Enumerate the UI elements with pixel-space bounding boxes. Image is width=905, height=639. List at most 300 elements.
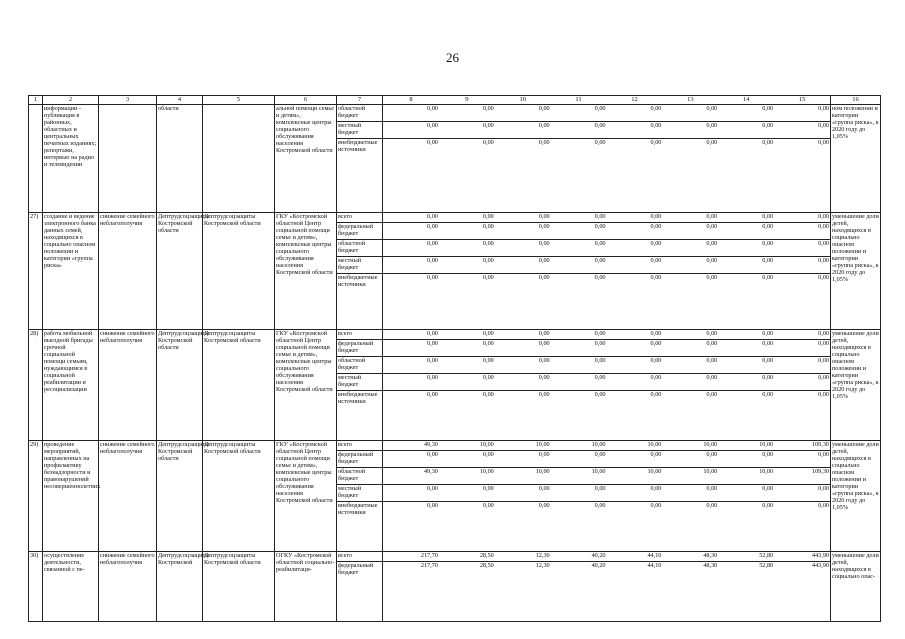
- value-cell: 0,00: [383, 139, 439, 164]
- source-row: [337, 330, 382, 340]
- source-name: всего: [338, 213, 352, 220]
- value-cell: 0,00: [551, 340, 607, 357]
- year-header-table: [383, 96, 830, 104]
- source-list: [337, 552, 382, 578]
- measure-name: работа мобильной выездной бригады срочной социальной помощи семьям, нуждающимся в социальной реабилитации и ресоциализации: [43, 330, 99, 441]
- measure-goal: снижение семейного неблагополучия: [99, 213, 157, 330]
- row-number: 27): [29, 213, 43, 330]
- measure-name: информации - публикация в районных, областных и центральных печатных изданиях; репортажи, интервью на радио и телевидении: [43, 105, 99, 213]
- source-row: [337, 451, 382, 468]
- value-row: [383, 223, 830, 240]
- value-cell: 0,00: [383, 374, 439, 391]
- value-cell: 0,00: [439, 485, 495, 502]
- value-cell: 0,00: [718, 502, 774, 527]
- page-number: 26: [446, 50, 459, 65]
- value-cell: 0,00: [607, 257, 663, 274]
- responsible-agency: Дептрудсоцзащиты Костромской области: [203, 330, 275, 441]
- value-cell: 49,30: [383, 468, 439, 485]
- value-cell: 0,00: [551, 122, 607, 139]
- value-row: [383, 122, 830, 139]
- value-row: [383, 485, 830, 502]
- source-name: внебюджетные источники: [337, 391, 382, 416]
- col-header: 10: [519, 96, 526, 103]
- col-header: 14: [742, 96, 750, 103]
- funding-values: [383, 552, 831, 622]
- value-cell: 0,00: [818, 105, 829, 112]
- value-cell: 0,00: [383, 451, 439, 468]
- value-cell: 0,00: [718, 257, 774, 274]
- value-cell: 109,30: [811, 441, 829, 448]
- value-cell: 0,00: [482, 330, 494, 337]
- col-header: 16: [831, 96, 881, 105]
- table-row: [29, 105, 881, 213]
- row-number: 29): [29, 441, 43, 552]
- value-cell: 0,00: [662, 340, 718, 357]
- value-cell: 0,00: [383, 391, 439, 416]
- expected-result: уменьшение доли детей, находящихся в социально опасном положении и категории «группа риска», к 2020 году до 1,05%: [831, 330, 881, 441]
- value-cell: 0,00: [607, 502, 663, 527]
- source-row: [337, 374, 382, 391]
- value-cell: 0,00: [607, 340, 663, 357]
- value-grid: [383, 105, 830, 163]
- value-cell: 0,00: [427, 213, 438, 220]
- measure-name: осуществление деятельности, связанной с пе-: [43, 552, 99, 622]
- value-cell: 0,00: [383, 223, 439, 240]
- value-cell: 0,00: [495, 139, 551, 164]
- value-cell: 0,00: [439, 451, 495, 468]
- value-cell: 0,00: [495, 340, 551, 357]
- funding-values: [383, 330, 831, 441]
- measure-name: создание и ведение электронного банка данных семей, находящихся в социально опасном положении и категории «группа риска»: [43, 213, 99, 330]
- value-cell: 0,00: [439, 240, 495, 257]
- value-cell: 0,00: [607, 122, 663, 139]
- value-cell: 0,00: [774, 340, 830, 357]
- value-cell: 0,00: [607, 240, 663, 257]
- value-cell: 0,00: [662, 485, 718, 502]
- value-cell: 0,00: [650, 213, 662, 220]
- source-name: областной бюджет: [338, 105, 366, 119]
- col-header: 1: [29, 96, 43, 105]
- value-cell: 109,30: [774, 468, 830, 485]
- source-name: местный бюджет: [337, 122, 382, 139]
- value-cell: 0,00: [662, 257, 718, 274]
- value-cell: 0,00: [762, 105, 774, 112]
- value-cell: 0,00: [607, 374, 663, 391]
- source-name: местный бюджет: [337, 257, 382, 274]
- value-cell: 0,00: [495, 223, 551, 240]
- value-cell: 0,00: [718, 357, 774, 374]
- value-cell: 0,00: [718, 391, 774, 416]
- value-cell: 40,20: [551, 562, 607, 579]
- value-cell: 0,00: [706, 213, 718, 220]
- value-cell: 0,00: [495, 257, 551, 274]
- value-cell: 0,00: [607, 485, 663, 502]
- col-header: 7: [337, 96, 383, 105]
- value-cell: 40,20: [591, 552, 606, 559]
- col-header: 6: [275, 96, 337, 105]
- col-header: 9: [465, 96, 469, 103]
- source-name: внебюджетные источники: [337, 274, 382, 299]
- expected-result: уменьшение доли детей, находящихся в социально опас-: [831, 552, 881, 622]
- value-cell: 0,00: [607, 223, 663, 240]
- value-cell: 12,30: [495, 562, 551, 579]
- source-list: [337, 330, 382, 415]
- value-row: [383, 562, 830, 579]
- value-row: [383, 213, 830, 223]
- source-row: [337, 485, 382, 502]
- value-cell: 0,00: [706, 105, 718, 112]
- value-cell: 44,10: [607, 562, 663, 579]
- value-cell: 0,00: [774, 257, 830, 274]
- value-cell: 10,00: [647, 441, 662, 448]
- value-cell: 0,00: [706, 330, 718, 337]
- value-cell: 0,00: [774, 139, 830, 164]
- value-cell: 0,00: [718, 485, 774, 502]
- col-header-group: [383, 96, 831, 105]
- value-cell: 0,00: [718, 374, 774, 391]
- value-cell: 0,00: [774, 223, 830, 240]
- responsible-agency: Дептрудсоцзащиты Костромской области: [203, 552, 275, 622]
- value-cell: 0,00: [482, 213, 494, 220]
- funding-values: [383, 105, 831, 213]
- value-cell: 0,00: [383, 122, 439, 139]
- executor: ГКУ «Костромской областной Центр социальной помощи семье и детям», комплексные центры социального обслуживания населения Костромской области: [275, 441, 337, 552]
- coordinator: области: [157, 105, 203, 213]
- col-header: 13: [687, 96, 694, 103]
- value-cell: 0,00: [774, 357, 830, 374]
- value-cell: 0,00: [650, 105, 662, 112]
- value-cell: 0,00: [495, 240, 551, 257]
- source-row: [337, 122, 382, 139]
- program-table: [28, 95, 881, 622]
- value-cell: 0,00: [538, 213, 550, 220]
- funding-values: [383, 441, 831, 552]
- value-cell: 0,00: [383, 357, 439, 374]
- value-cell: 44,10: [647, 552, 662, 559]
- value-cell: 48,30: [703, 552, 718, 559]
- value-cell: 52,80: [759, 552, 774, 559]
- value-cell: 10,00: [551, 468, 607, 485]
- value-cell: 0,00: [439, 139, 495, 164]
- source-row: [337, 257, 382, 274]
- value-cell: 28,50: [479, 552, 494, 559]
- value-row: [383, 274, 830, 299]
- source-name: областной бюджет: [337, 357, 382, 374]
- column-numbers-row: [29, 96, 881, 105]
- value-row: [383, 240, 830, 257]
- measure-goal: [99, 105, 157, 213]
- value-cell: 0,00: [439, 223, 495, 240]
- value-cell: 0,00: [594, 330, 606, 337]
- value-cell: 0,00: [495, 274, 551, 299]
- source-row: [337, 468, 382, 485]
- table-row: [29, 552, 881, 622]
- value-cell: 0,00: [718, 223, 774, 240]
- value-row: [383, 139, 830, 164]
- value-cell: 0,00: [594, 105, 606, 112]
- executor: ГКУ «Костромской областной Центр социальной помощи семье и детям», комплексные центры социального обслуживания населения Костромской области: [275, 330, 337, 441]
- row-number: [29, 105, 43, 213]
- col-header: 12: [631, 96, 638, 103]
- measure-goal: снижение семейного неблагополучия: [99, 330, 157, 441]
- value-cell: 0,00: [774, 374, 830, 391]
- source-name: федеральный бюджет: [337, 340, 382, 357]
- executor: ГКУ «Костромской областной Центр социальной помощи семье и детям», комплексные центры социального обслуживания населения Костромской области: [275, 213, 337, 330]
- value-cell: 0,00: [774, 122, 830, 139]
- value-cell: 0,00: [718, 139, 774, 164]
- value-cell: 0,00: [551, 257, 607, 274]
- value-cell: 10,00: [439, 468, 495, 485]
- value-cell: 0,00: [607, 139, 663, 164]
- expected-result: ном положении и категории «группа риска», к 2020 году до 1,05%: [831, 105, 881, 213]
- source-row: [337, 391, 382, 416]
- value-cell: 0,00: [607, 357, 663, 374]
- value-cell: 0,00: [439, 391, 495, 416]
- value-row: [383, 502, 830, 527]
- row-number: 28): [29, 330, 43, 441]
- value-cell: 48,30: [662, 562, 718, 579]
- value-cell: 0,00: [607, 274, 663, 299]
- value-cell: 0,00: [774, 502, 830, 527]
- value-cell: 0,00: [662, 274, 718, 299]
- source-row: [337, 223, 382, 240]
- value-row: [383, 552, 830, 562]
- value-cell: 0,00: [439, 274, 495, 299]
- table-row: [29, 213, 881, 330]
- value-row: [383, 441, 830, 451]
- value-cell: 0,00: [662, 240, 718, 257]
- value-cell: 0,00: [551, 274, 607, 299]
- value-cell: 0,00: [551, 391, 607, 416]
- value-cell: 0,00: [551, 223, 607, 240]
- value-cell: 10,00: [495, 468, 551, 485]
- value-cell: 0,00: [482, 105, 494, 112]
- value-cell: 0,00: [427, 330, 438, 337]
- executor: ОГКУ «Костромской областной социально-реабилитаци-: [275, 552, 337, 622]
- value-cell: 12,30: [535, 552, 550, 559]
- funding-values: [383, 213, 831, 330]
- source-name: федеральный бюджет: [337, 451, 382, 468]
- executor: альной помощи семье и детям», комплексные центры социального обслуживания населения Костромской области: [275, 105, 337, 213]
- source-name: всего: [338, 441, 352, 448]
- responsible-agency: Дептрудсоцзащиты Костромской области: [203, 213, 275, 330]
- value-cell: 0,00: [718, 122, 774, 139]
- table-row: [29, 330, 881, 441]
- source-name: внебюджетные источники: [337, 139, 382, 164]
- value-cell: 0,00: [383, 502, 439, 527]
- value-cell: 0,00: [439, 122, 495, 139]
- value-cell: 0,00: [551, 502, 607, 527]
- value-cell: 0,00: [662, 451, 718, 468]
- measure-goal: снижение семейного неблагополучия: [99, 552, 157, 622]
- value-cell: 0,00: [495, 502, 551, 527]
- value-cell: 10,00: [591, 441, 606, 448]
- value-cell: 0,00: [383, 240, 439, 257]
- value-cell: 0,00: [495, 391, 551, 416]
- value-cell: 0,00: [383, 274, 439, 299]
- row-number: 30): [29, 552, 43, 622]
- source-name: федеральный бюджет: [337, 562, 382, 579]
- value-cell: 217,70: [420, 552, 438, 559]
- col-header: 2: [43, 96, 99, 105]
- source-name: местный бюджет: [337, 485, 382, 502]
- value-cell: 0,00: [439, 340, 495, 357]
- source-name: областной бюджет: [337, 240, 382, 257]
- value-cell: 0,00: [718, 240, 774, 257]
- value-cell: 0,00: [774, 274, 830, 299]
- value-cell: 0,00: [495, 357, 551, 374]
- coordinator: Дептрудсоцзащиты Костромской: [157, 552, 203, 622]
- value-row: [383, 330, 830, 340]
- value-cell: 0,00: [383, 485, 439, 502]
- value-cell: 49,30: [423, 441, 438, 448]
- coordinator: Дептрудсоцзащиты Костромской области: [157, 441, 203, 552]
- value-cell: 0,00: [495, 374, 551, 391]
- value-cell: 0,00: [818, 330, 829, 337]
- value-cell: 0,00: [439, 374, 495, 391]
- source-name: всего: [338, 330, 352, 337]
- table-row: [29, 441, 881, 552]
- value-cell: 0,00: [774, 485, 830, 502]
- value-cell: 0,00: [718, 451, 774, 468]
- source-row: [337, 562, 382, 579]
- source-list: [337, 213, 382, 298]
- value-cell: 0,00: [662, 122, 718, 139]
- measure-name: проведение мероприятий, направленных на профилактику безнадзорности и правонарушений несовершеннолетних: [43, 441, 99, 552]
- value-cell: 0,00: [718, 340, 774, 357]
- source-row: [337, 139, 382, 164]
- value-cell: 0,00: [662, 139, 718, 164]
- source-row: [337, 357, 382, 374]
- value-cell: 443,90: [811, 552, 829, 559]
- value-cell: 10,00: [662, 468, 718, 485]
- value-cell: 10,00: [718, 468, 774, 485]
- value-row: [383, 391, 830, 416]
- value-cell: 217,70: [383, 562, 439, 579]
- value-row: [383, 340, 830, 357]
- value-cell: 0,00: [818, 213, 829, 220]
- responsible-agency: [203, 105, 275, 213]
- value-cell: 0,00: [551, 139, 607, 164]
- source-row: [337, 340, 382, 357]
- value-cell: 10,00: [759, 441, 774, 448]
- source-name: областной бюджет: [337, 468, 382, 485]
- value-cell: 10,00: [703, 441, 718, 448]
- coordinator: Дептрудсоцзащиты Костромской области: [157, 213, 203, 330]
- value-cell: 0,00: [538, 105, 550, 112]
- funding-sources: [337, 105, 383, 213]
- value-cell: 0,00: [662, 374, 718, 391]
- source-row: [337, 274, 382, 299]
- value-cell: 10,00: [607, 468, 663, 485]
- value-row: [383, 374, 830, 391]
- funding-sources: [337, 213, 383, 330]
- value-cell: 0,00: [551, 485, 607, 502]
- source-row: [337, 552, 382, 562]
- value-grid: [383, 441, 830, 526]
- value-cell: 52,80: [718, 562, 774, 579]
- source-name: всего: [338, 552, 352, 559]
- source-name: внебюджетные источники: [337, 502, 382, 527]
- value-cell: 0,00: [762, 330, 774, 337]
- value-grid: [383, 552, 830, 578]
- col-header: 15: [798, 96, 806, 103]
- source-row: [337, 240, 382, 257]
- value-cell: 0,00: [551, 374, 607, 391]
- value-cell: 443,90: [774, 562, 830, 579]
- measure-goal: снижение семейного неблагополучия: [99, 441, 157, 552]
- value-row: [383, 105, 830, 122]
- value-row: [383, 451, 830, 468]
- source-name: федеральный бюджет: [337, 223, 382, 240]
- funding-sources: [337, 441, 383, 552]
- funding-sources: [337, 330, 383, 441]
- funding-sources: [337, 552, 383, 622]
- value-row: [383, 257, 830, 274]
- value-cell: 0,00: [607, 451, 663, 468]
- value-cell: 0,00: [662, 391, 718, 416]
- value-cell: 0,00: [439, 257, 495, 274]
- value-cell: 0,00: [718, 274, 774, 299]
- value-cell: 0,00: [383, 257, 439, 274]
- value-cell: 28,50: [439, 562, 495, 579]
- value-cell: 0,00: [662, 502, 718, 527]
- source-row: [337, 441, 382, 451]
- value-cell: 0,00: [650, 330, 662, 337]
- value-row: [383, 468, 830, 485]
- source-row: [337, 502, 382, 527]
- coordinator: Дептрудсоцзащиты Костромской области: [157, 330, 203, 441]
- source-row: [337, 105, 382, 122]
- value-cell: 0,00: [774, 451, 830, 468]
- value-grid: [383, 213, 830, 298]
- value-cell: 0,00: [427, 105, 438, 112]
- expected-result: уменьшение доли детей, находящихся в социально опасном положении и категории «группа риска», к 2020 году до 1,05%: [831, 441, 881, 552]
- value-cell: 0,00: [383, 340, 439, 357]
- col-header: 5: [203, 96, 275, 105]
- source-row: [337, 213, 382, 223]
- value-cell: 0,00: [551, 451, 607, 468]
- col-header: 4: [157, 96, 203, 105]
- source-list: [337, 441, 382, 526]
- value-cell: 0,00: [607, 391, 663, 416]
- value-cell: 0,00: [439, 357, 495, 374]
- value-cell: 0,00: [538, 330, 550, 337]
- value-cell: 0,00: [551, 240, 607, 257]
- value-cell: 0,00: [495, 451, 551, 468]
- expected-result: уменьшение доли детей, находящихся в социально опасном положении и категории «группа риска», к 2020 году до 1,05%: [831, 213, 881, 330]
- value-cell: 0,00: [439, 502, 495, 527]
- source-list: [337, 105, 382, 163]
- col-header: 3: [99, 96, 157, 105]
- value-cell: 0,00: [551, 357, 607, 374]
- value-cell: 0,00: [662, 223, 718, 240]
- value-cell: 0,00: [662, 357, 718, 374]
- value-grid: [383, 330, 830, 415]
- col-header: 8: [409, 96, 413, 103]
- value-cell: 0,00: [594, 213, 606, 220]
- value-cell: 0,00: [774, 391, 830, 416]
- value-cell: 0,00: [762, 213, 774, 220]
- value-cell: 10,00: [535, 441, 550, 448]
- col-header: 11: [575, 96, 582, 103]
- responsible-agency: Дептрудсоцзащиты Костромской области: [203, 441, 275, 552]
- value-cell: 0,00: [495, 122, 551, 139]
- value-cell: 10,00: [479, 441, 494, 448]
- value-row: [383, 357, 830, 374]
- value-cell: 0,00: [495, 485, 551, 502]
- source-name: местный бюджет: [337, 374, 382, 391]
